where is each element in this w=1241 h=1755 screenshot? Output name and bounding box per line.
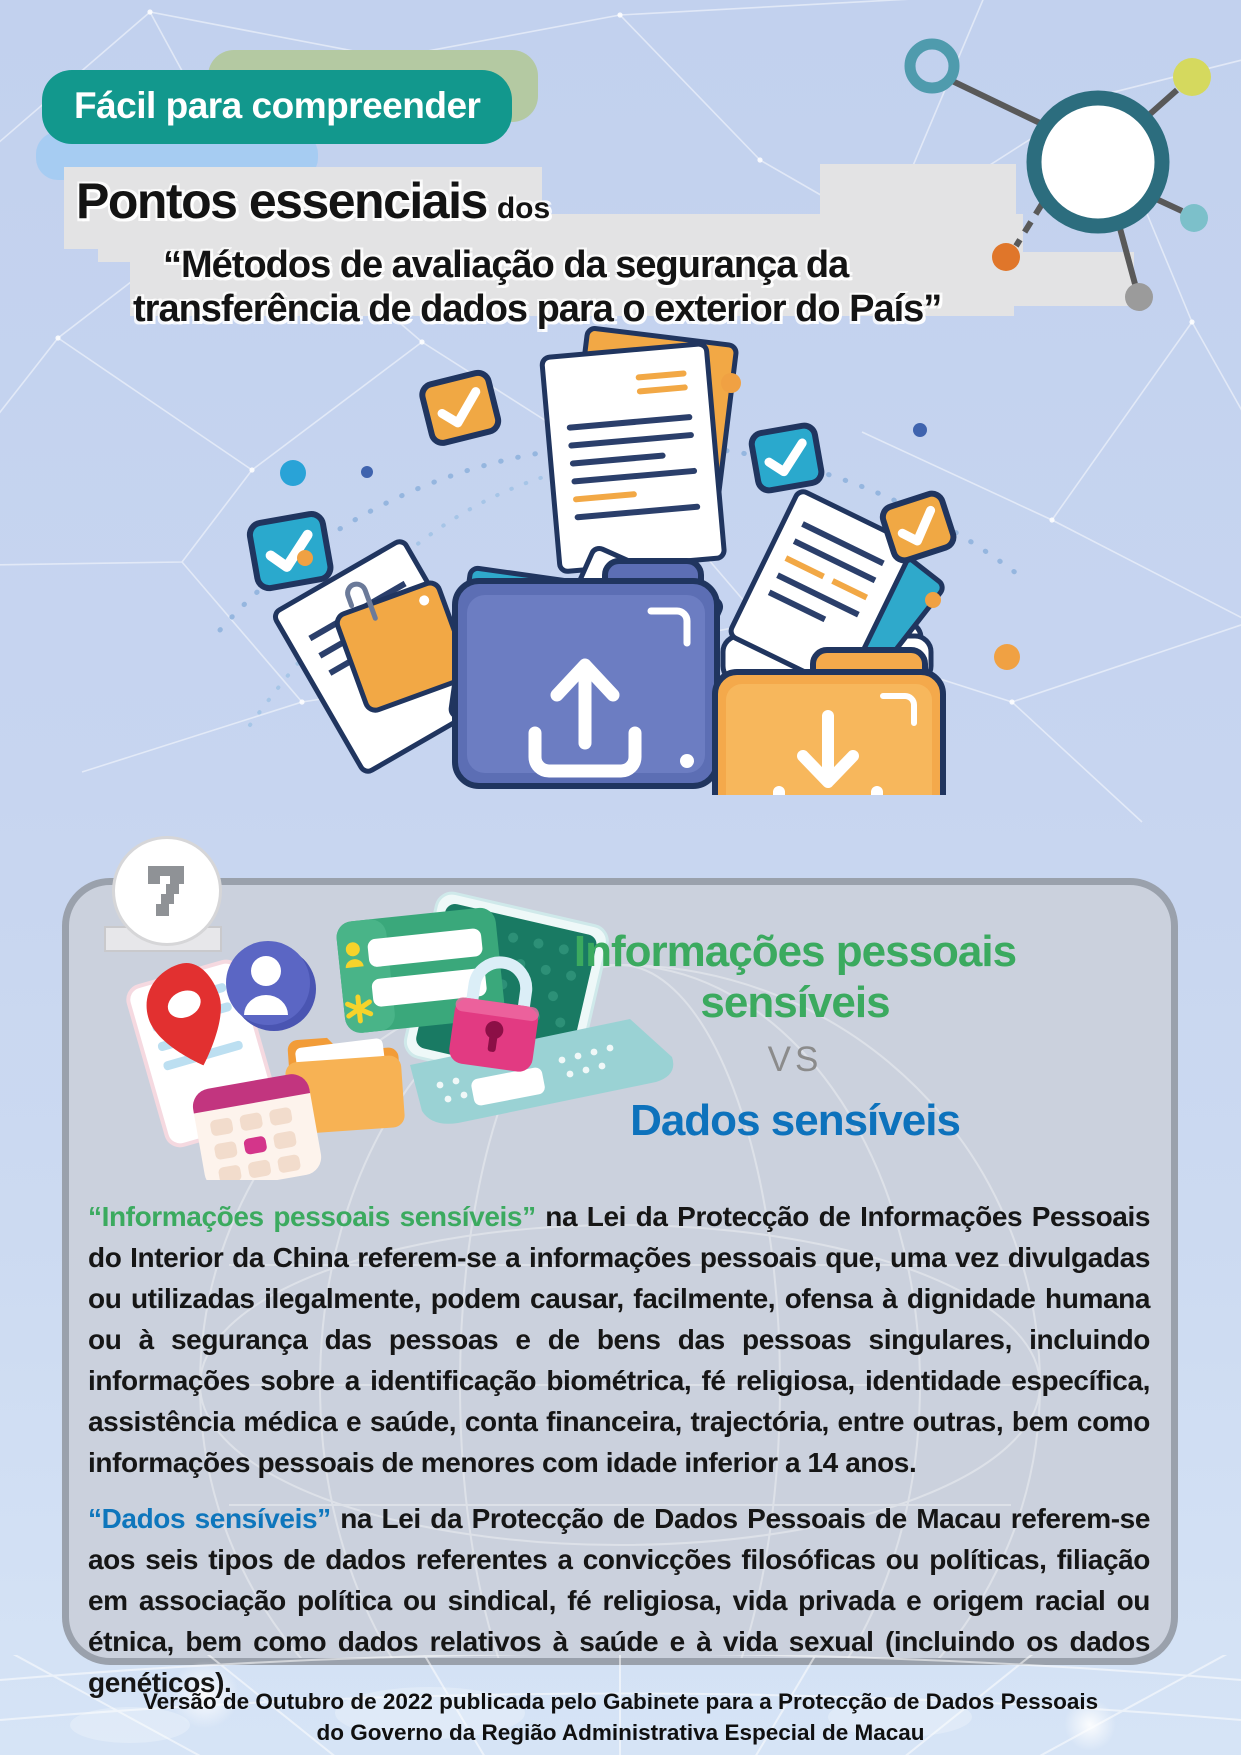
footer — [0, 1686, 1241, 1748]
paragraph-body: na Lei da Protecção de Informações Pessoais do Interior da China referem-se a informações pessoais que, uma vez divulgadas ou utilizadas ilegalmente, podem causar, facilmente, ofensa à dignidade humana ou à segurança das pessoas e de bens das pessoas singulares, incluindo informações sobre a identificação biométrica, fé religiosa, identidade específica, assistência médica e saúde, conta financeira, trajectória, entre outras, bem como informações pessoais de menores com idade inferior a 14 anos. — [88, 1201, 1150, 1478]
subtitle-line-2: transferência de dados para o exterior do País” — [133, 288, 942, 330]
paragraph-sensitive-data — [88, 1498, 1150, 1703]
green-heading — [560, 926, 1030, 1028]
network-node-teal — [1180, 204, 1208, 232]
checkmark-icon — [750, 424, 823, 492]
page-title — [76, 172, 550, 230]
paragraph-lead-green: “Informações pessoais sensíveis” — [88, 1201, 536, 1232]
checkmark-icon — [248, 512, 332, 590]
green-heading-line-2: sensíveis — [700, 978, 890, 1027]
document-stack-icon — [542, 328, 737, 572]
footer-line-1: Versão de Outubro de 2022 publicada pelo Gabinete para a Protecção de Dados Pessoais — [142, 1689, 1099, 1714]
paragraph-sensitive-personal-info — [88, 1196, 1150, 1483]
checkmark-icon — [880, 491, 956, 563]
green-heading-line-1: Informações pessoais — [573, 927, 1017, 976]
paragraph-lead-blue: “Dados sensíveis” — [88, 1503, 331, 1534]
paragraph-body: na Lei da Protecção de Dados Pessoais de Macau referem-se aos seis tipos de dados referentes a convicções filosóficas ou políticas, filiação em associação política ou sindical, fé religiosa, vida privada e origem racial ou étnica, bem como dados relativos à saúde e à vida sexual (incluindo os dados genéticos). — [88, 1503, 1150, 1698]
footer-line-2: do Governo da Região Administrativa Especial de Macau — [316, 1720, 925, 1745]
subtitle-line-1: “Métodos de avaliação da segurança da — [163, 244, 849, 286]
title-connector: dos — [496, 192, 551, 225]
network-node-gray — [1125, 283, 1153, 311]
upload-folder-icon — [455, 561, 717, 786]
network-node-ring — [910, 44, 954, 88]
network-node-yellow — [1173, 58, 1211, 96]
network-node-hub — [1034, 98, 1162, 226]
network-node-orange — [992, 243, 1020, 271]
blue-heading: Dados sensíveis — [630, 1096, 960, 1145]
title-main: Pontos essenciais — [76, 173, 487, 229]
data-transfer-illustration — [120, 325, 1120, 795]
checkmark-icon — [420, 371, 500, 446]
network-hub-icon — [820, 18, 1241, 358]
versus-label: VS — [767, 1040, 823, 1079]
easy-to-understand-badge: Fácil para compreender — [42, 70, 512, 144]
download-folder-icon — [715, 650, 943, 795]
